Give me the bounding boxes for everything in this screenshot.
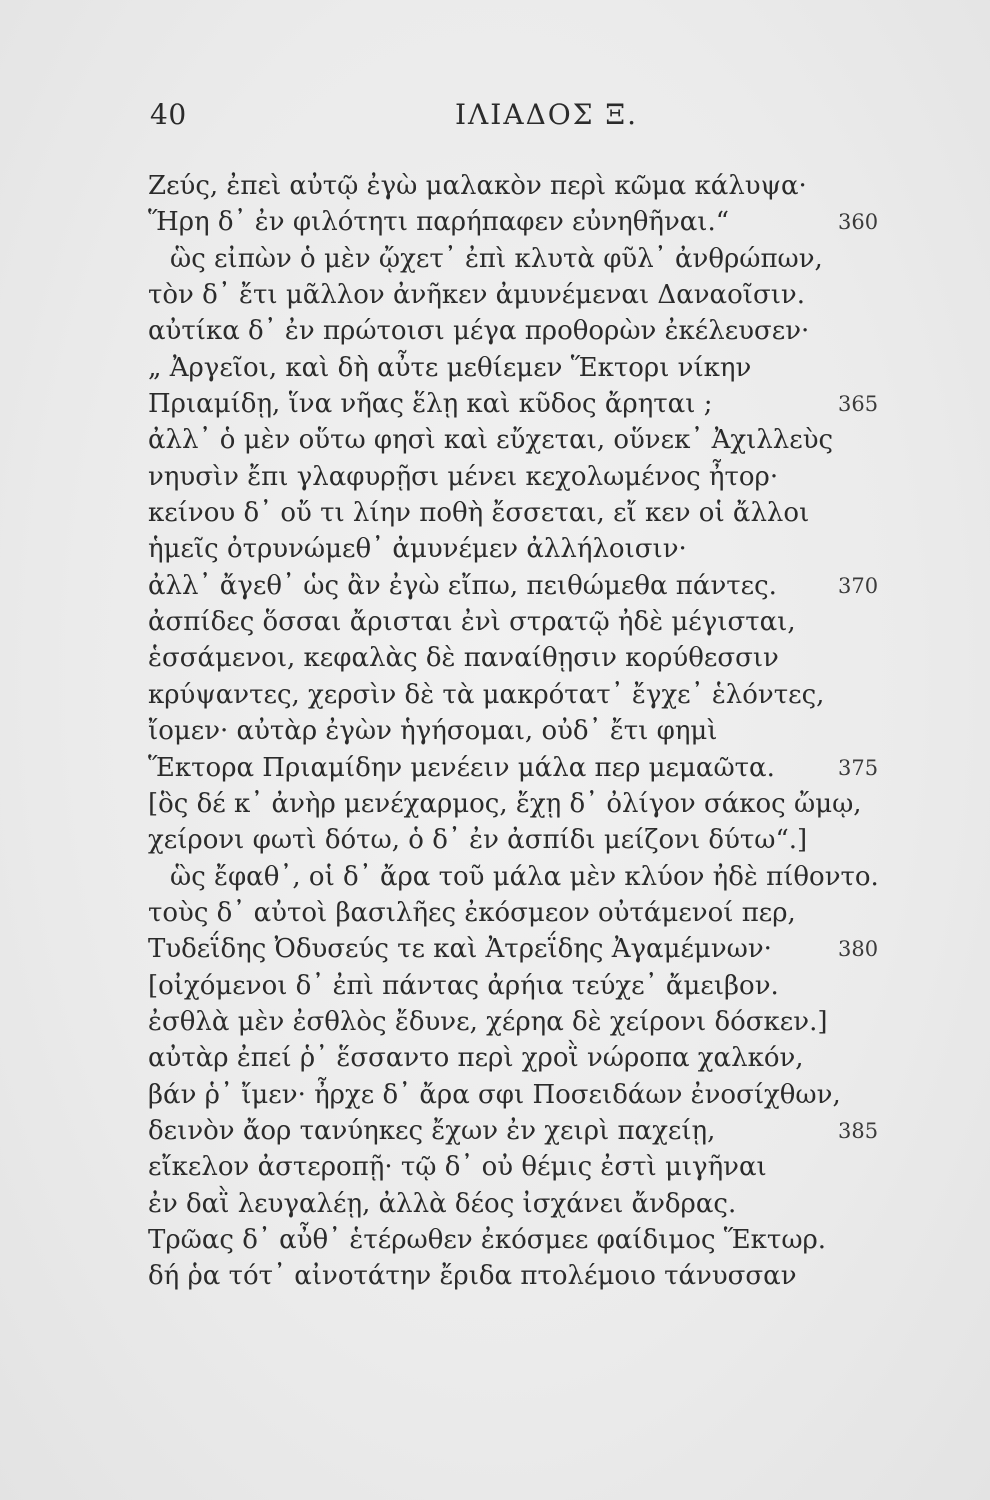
verse-line: [148, 459, 888, 495]
verse-line: [148, 750, 888, 786]
verse-text: ἴομεν· αὐτὰρ ἐγὼν ἡγήσομαι, οὐδ᾽ ἔτι φημὶ: [148, 716, 718, 747]
line-number: 360: [838, 210, 879, 235]
verse-line: [148, 495, 888, 531]
verse-text: Ἕκτορα Πριαμίδην μενέειν μάλα περ μεμαῶτα.: [148, 752, 775, 783]
verse-text: αὐτὰρ ἐπεί ῥ᾽ ἕσσαντο περὶ χροῒ νώροπα χαλκόν,: [148, 1043, 804, 1074]
verse-text: χείρονι φωτὶ δότω, ὁ δ᾽ ἐν ἀσπίδι μείζονι δύτω“.]: [148, 825, 808, 856]
verse-text: Ἥρη δ᾽ ἐν φιλότητι παρήπαφεν εὐνηθῆναι.“: [148, 207, 730, 238]
verse-line: [148, 568, 888, 604]
verse-text: κρύψαντες, χερσὶν δὲ τὰ μακρότατ᾽ ἔγχε᾽ ἑλόντες,: [148, 679, 825, 710]
verse-line: [148, 204, 888, 240]
verse-line: [148, 241, 888, 277]
verse-line: [148, 822, 888, 858]
verse-line: [148, 968, 888, 1004]
verse-line: [148, 1186, 888, 1222]
verse-line: [148, 1222, 888, 1258]
line-number: 375: [838, 755, 879, 780]
verse-line: [148, 1040, 888, 1076]
verse-text: εἴκελον ἀστεροπῇ· τῷ δ᾽ οὐ θέμις ἐστὶ μιγῆναι: [148, 1152, 767, 1183]
verse-text: νηυσὶν ἔπι γλαφυρῇσι μένει κεχολωμένος ἦτορ·: [148, 461, 779, 492]
verse-text: Τυδεΐδης Ὀδυσεύς τε καὶ Ἀτρεΐδης Ἀγαμέμνων·: [148, 934, 772, 965]
verse-line: [148, 859, 888, 895]
verse-text: ἀλλ᾽ ἄγεθ᾽ ὡς ἂν ἐγὼ εἴπω, πειθώμεθα πάντες.: [148, 570, 777, 601]
verse-line: [148, 1004, 888, 1040]
verse-line: [148, 677, 888, 713]
verse-line: [148, 313, 888, 349]
verse-line: [148, 1077, 888, 1113]
verse-text: Πριαμίδῃ, ἵνα νῆας ἕλῃ καὶ κῦδος ἄρηται ;: [148, 389, 713, 420]
verse-line: [148, 350, 888, 386]
verse-line: [148, 277, 888, 313]
verse-text: βάν ῥ᾽ ἴμεν· ἦρχε δ᾽ ἄρα σφι Ποσειδάων ἐνοσίχθων,: [148, 1079, 841, 1110]
verse-line: [148, 640, 888, 676]
verse-line: [148, 604, 888, 640]
verse-text: ἀσπίδες ὅσσαι ἄρισται ἐνὶ στρατῷ ἠδὲ μέγισται,: [148, 607, 796, 638]
verse-line: [148, 931, 888, 967]
verse-text: κείνου δ᾽ οὔ τι λίην ποθὴ ἔσσεται, εἴ κεν οἱ ἄλλοι: [148, 498, 810, 529]
line-number: 380: [838, 937, 879, 962]
verse-line: [148, 713, 888, 749]
line-number: 370: [838, 573, 879, 598]
verse-text: ὣς ἔφαθ᾽, οἱ δ᾽ ἄρα τοῦ μάλα μὲν κλύον ἠδὲ πίθοντο.: [170, 861, 879, 892]
verse-line: [148, 1258, 888, 1294]
verse-text: [οἰχόμενοι δ᾽ ἐπὶ πάντας ἀρήια τεύχε᾽ ἄμειβον.: [148, 970, 779, 1001]
verse-text-block: [148, 168, 888, 1295]
verse-text: ὣς εἰπὼν ὁ μὲν ᾤχετ᾽ ἐπὶ κλυτὰ φῦλ᾽ ἀνθρώπων,: [170, 243, 823, 274]
verse-line: [148, 1113, 888, 1149]
verse-line: [148, 531, 888, 567]
verse-text: δεινὸν ἄορ τανύηκες ἔχων ἐν χειρὶ παχείῃ,: [148, 1115, 716, 1146]
verse-text: ἡμεῖς ὀτρυνώμεθ᾽ ἀμυνέμεν ἀλλήλοισιν·: [148, 534, 687, 565]
verse-text: τὸν δ᾽ ἔτι μᾶλλον ἀνῆκεν ἀμυνέμεναι Δαναοῖσιν.: [148, 280, 805, 311]
verse-text: ἀλλ᾽ ὁ μὲν οὕτω φησὶ καὶ εὔχεται, οὕνεκ᾽ Ἀχιλλεὺς: [148, 425, 834, 456]
verse-line: [148, 168, 888, 204]
verse-line: [148, 1149, 888, 1185]
line-number: 385: [838, 1118, 879, 1143]
verse-text: τοὺς δ᾽ αὐτοὶ βασιλῆες ἐκόσμεον οὐτάμενοί περ,: [148, 897, 796, 928]
verse-line: [148, 422, 888, 458]
verse-text: [ὃς δέ κ᾽ ἀνὴρ μενέχαρμος, ἔχῃ δ᾽ ὀλίγον σάκος ὤμῳ,: [148, 788, 862, 819]
verse-text: Ζεύς, ἐπεὶ αὐτῷ ἐγὼ μαλακὸν περὶ κῶμα κάλυψα·: [148, 171, 807, 201]
verse-text: αὐτίκα δ᾽ ἐν πρώτοισι μέγα προθορὼν ἐκέλευσεν·: [148, 316, 810, 347]
page-header: [150, 98, 850, 138]
verse-line: [148, 786, 888, 822]
verse-text: ἑσσάμενοι, κεφαλὰς δὲ παναίθῃσιν κορύθεσσιν: [148, 643, 779, 674]
verse-line: [148, 386, 888, 422]
running-title: ΙΛΙΑΔΟΣ Ξ.: [455, 98, 639, 131]
verse-line: [148, 895, 888, 931]
line-number: 365: [838, 392, 879, 417]
verse-text: ἐσθλὰ μὲν ἐσθλὸς ἔδυνε, χέρηα δὲ χείρονι δόσκεν.]: [148, 1006, 828, 1037]
page-number: 40: [150, 98, 187, 131]
verse-text: ἐν δαῒ λευγαλέῃ, ἀλλὰ δέος ἰσχάνει ἄνδρας.: [148, 1188, 737, 1219]
verse-text: „ Ἀργεῖοι, καὶ δὴ αὖτε μεθίεμεν Ἕκτορι νίκην: [148, 352, 752, 383]
verse-text: δή ῥα τότ᾽ αἰνοτάτην ἔριδα πτολέμοιο τάνυσσαν: [148, 1261, 797, 1292]
verse-text: Τρῶας δ᾽ αὖθ᾽ ἑτέρωθεν ἐκόσμεε φαίδιμος Ἕκτωρ.: [148, 1224, 827, 1255]
